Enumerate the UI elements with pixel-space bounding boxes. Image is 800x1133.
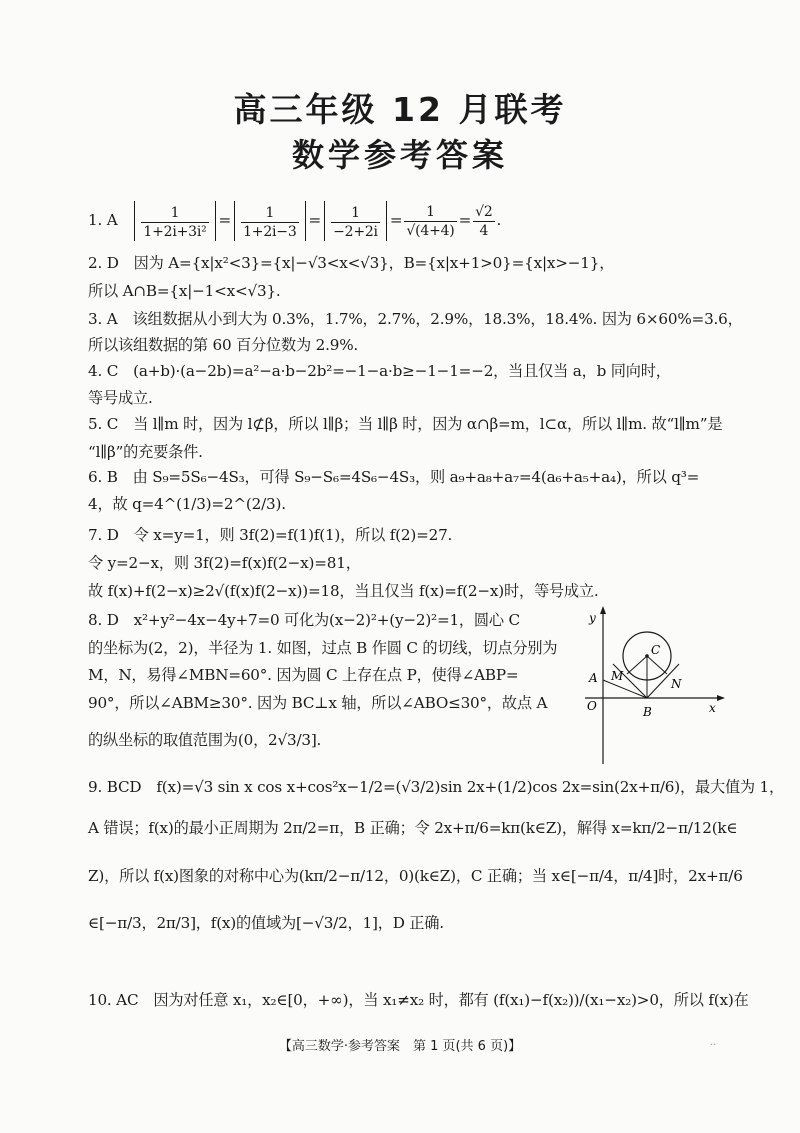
answer-8-line-4: 90°，所以∠ABM≥30°. 因为 BC⊥x 轴，所以∠ABO≤30°，故点 A [88, 694, 548, 712]
answer-8-line-2: 的坐标为(2，2)，半径为 1. 如图，过点 B 作圆 C 的切线，切点分别为 [88, 639, 558, 657]
circle-tangent-figure [575, 604, 725, 764]
answer-9-line-4: ∈[−π/3，2π/3]，f(x)的值域为[−√3/2，1]，D 正确. [88, 914, 444, 932]
radius-cn [647, 656, 667, 674]
page-subtitle: 数学参考答案 [291, 136, 508, 174]
answer-2-line-2: 所以 A∩B={x|−1<x<√3}. [88, 282, 281, 300]
answer-9-line-3: Z)，所以 f(x)图象的对称中心为(kπ/2−π/12，0)(k∈Z)，C 正确；当 x∈[−π/4，π/4]时，2x+π/6 [88, 867, 743, 885]
answer-7-line-3: 故 f(x)+f(2−x)≥2√(f(x)f(2−x))=18，当且仅当 f(x)=f(2−x)时，等号成立. [88, 582, 599, 600]
x-axis-arrow [717, 695, 725, 701]
y-axis-arrow [600, 606, 606, 614]
answer-10-line-1: 10. AC 因为对任意 x₁，x₂∈[0，+∞)，当 x₁≠x₂ 时，都有 (f(x₁)−f(x₂))/(x₁−x₂)>0，所以 f(x)在 [88, 991, 749, 1009]
point-b-label: B [643, 705, 652, 719]
answer-4-line-2: 等号成立. [88, 389, 153, 407]
x-label: x [709, 701, 716, 715]
answer-5-line-1: 5. C 当 l∥m 时，因为 l⊄β，所以 l∥β；当 l∥β 时，因为 α∩β=m，l⊂α，所以 l∥m. 故“l∥m”是 [88, 415, 723, 433]
answer-8-line-3: M，N，易得∠MBN=60°. 因为圆 C 上存在点 P，使得∠ABP= [88, 666, 519, 684]
page-footer: 【高三数学·参考答案 第 1 页(共 6 页)】 [278, 1039, 522, 1054]
abs-3 [324, 201, 387, 241]
answer-5-line-2: “l∥β”的充要条件. [88, 443, 203, 461]
radius-cm [627, 656, 647, 674]
point-m-label: M [611, 669, 624, 683]
answer-2-line-1: 2. D 因为 A={x|x²<3}={x|−√3<x<√3}，B={x|x+1>0}={x|x>−1}， [88, 254, 615, 272]
point-a-label: A [589, 671, 598, 685]
fraction-3: $\frac{1}{-2+2i}$ [333, 204, 378, 240]
y-label: y [589, 611, 596, 625]
fraction-2: $\frac{1}{1+2i-3}$ [243, 204, 297, 240]
answer-8-line-5: 的纵坐标的取值范围为(0，2√3/3]. [88, 731, 322, 749]
origin-label: O [587, 699, 597, 713]
answer-9-line-1: 9. BCD f(x)=√3 sin x cos x+cos²x−1/2=(√3/2)sin 2x+(1/2)cos 2x=sin(2x+π/6)，最大值为 1， [88, 778, 784, 796]
point-n-label: N [671, 677, 682, 691]
answer-1-label: 1. A [88, 211, 118, 229]
answer-6-line-1: 6. B 由 S₉=5S₆−4S₃，可得 S₉−S₆=4S₆−4S₃，则 a₉+a₈+a₇=4(a₆+a₅+a₄)，所以 q³= [88, 468, 700, 486]
segment-ab [603, 680, 647, 698]
fraction-4: $\frac{1}{√(4+4)}$ [406, 203, 455, 239]
answer-3-line-2: 所以该组数据的第 60 百分位数为 2.9%. [88, 336, 359, 354]
abs-2 [234, 201, 305, 241]
answer-3-line-1: 3. A 该组数据从小到大为 0.3%，1.7%，2.7%，2.9%，18.3%，18.4%. 因为 6×60%=3.6， [88, 310, 743, 328]
fraction-1: $\frac{1}{\text{1+2i+3i²}}$ [143, 204, 207, 240]
point-c-label: C [651, 643, 661, 657]
answer-6-line-2: 4，故 q=4^(1/3)=2^(2/3). [88, 495, 286, 513]
answer-4-line-1: 4. C (a+b)·(a−2b)=a²−a·b−2b²=−1−a·b≥−1−1=−2，当且仅当 a，b 同向时， [88, 362, 671, 380]
answer-1: 1. A $\frac{1}{\text{1+2i+3i²}}$ = $\frac{1}{1+2i-3}$ = $\frac{1}{-2+2i}$ = $\frac{1}{√(4+4)}$ = $\frac{√2}{4}$ . [88, 200, 728, 241]
answer-7-line-2: 令 y=2−x，则 3f(2)=f(x)f(2−x)=81， [88, 554, 361, 572]
abs-1 [134, 201, 215, 241]
answer-8-line-1: 8. D x²+y²−4x−4y+7=0 可化为(x−2)²+(y−2)²=1，圆心 C [88, 611, 520, 629]
answer-7-line-1: 7. D 令 x=y=1，则 3f(2)=f(1)f(1)，所以 f(2)=27. [88, 526, 453, 544]
fraction-5: $\frac{√2}{4}$ [475, 203, 493, 239]
answer-9-line-2: A 错误；f(x)的最小正周期为 2π/2=π，B 正确；令 2x+π/6=kπ(k∈Z)，解得 x=kπ/2−π/12(k∈ [88, 819, 738, 837]
point-c [645, 654, 649, 658]
footer-mark: .. [710, 1037, 717, 1048]
page-title: 高三年级 12 月联考 [233, 90, 567, 129]
